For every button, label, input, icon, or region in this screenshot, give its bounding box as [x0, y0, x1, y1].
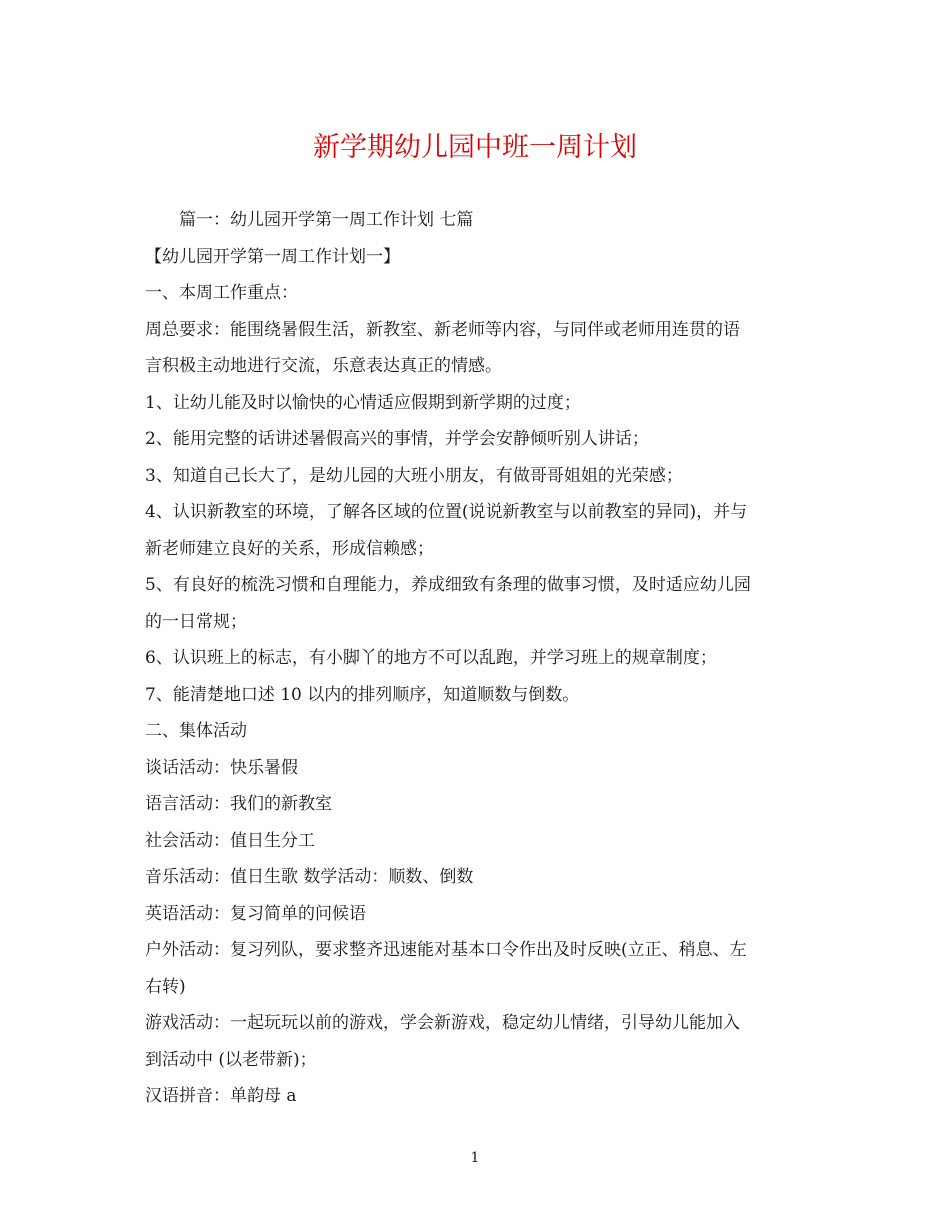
paragraph-line: 谈话活动：快乐暑假 — [145, 757, 298, 778]
paragraph-line: 4、认识新教室的环境，了解各区域的位置(说说新教室与以前教室的异同)，并与 — [145, 502, 748, 522]
paragraph-line: 新老师建立良好的关系，形成信赖感； — [145, 538, 434, 559]
paragraph-line: 言积极主动地进行交流，乐意表达真正的情感。 — [145, 356, 502, 376]
paragraph-line: 一、本周工作重点： — [145, 283, 298, 303]
paragraph-line: 英语活动：复习简单的问候语 — [145, 903, 366, 924]
paragraph-line: 语言活动：我们的新教室 — [145, 794, 332, 814]
paragraph-line: 到活动中 (以老带新)； — [145, 1049, 317, 1070]
paragraph-line: 汉语拼音：单韵母 a — [145, 1086, 297, 1106]
paragraph-line: 游戏活动：一起玩玩以前的游戏，学会新游戏，稳定幼儿情绪，引导幼儿能加入 — [145, 1013, 740, 1033]
document-body — [145, 202, 810, 1115]
paragraph-line: 右转) — [145, 976, 186, 997]
paragraph-line: 1、让幼儿能及时以愉快的心情适应假期到新学期的过度； — [145, 392, 581, 413]
document-title: 新学期幼儿园中班一周计划 — [313, 132, 637, 163]
paragraph-line: 5、有良好的梳洗习惯和自理能力，养成细致有条理的做事习惯，及时适应幼儿园 — [145, 575, 751, 595]
paragraph-line: 的一日常规； — [145, 611, 247, 632]
paragraph-line: 篇一：幼儿园开学第一周工作计划 七篇 — [179, 210, 474, 230]
paragraph-line: 二、集体活动 — [145, 721, 247, 741]
paragraph-line: 【幼儿园开学第一周工作计划一】 — [145, 246, 400, 267]
paragraph-line: 社会活动：值日生分工 — [145, 830, 315, 851]
paragraph-line: 3、知道自己长大了，是幼儿园的大班小朋友，有做哥哥姐姐的光荣感； — [145, 465, 683, 486]
paragraph-line: 7、能清楚地口述 10 以内的排列顺序，知道顺数与倒数。 — [145, 684, 580, 705]
paragraph-line: 户外活动：复习列队，要求整齐迅速能对基本口令作出及时反映(立正、稍息、左 — [145, 940, 747, 960]
paragraph-line: 2、能用完整的话讲述暑假高兴的事情，并学会安静倾听别人讲话； — [145, 429, 649, 449]
page-number: 1 — [470, 1150, 480, 1166]
paragraph-line: 周总要求：能围绕暑假生活，新教室、新老师等内容，与同伴或老师用连贯的语 — [145, 319, 740, 340]
paragraph-line: 音乐活动：值日生歌 数学活动：顺数、倒数 — [145, 867, 474, 887]
paragraph-line: 6、认识班上的标志，有小脚丫的地方不可以乱跑，并学习班上的规章制度； — [145, 648, 717, 668]
